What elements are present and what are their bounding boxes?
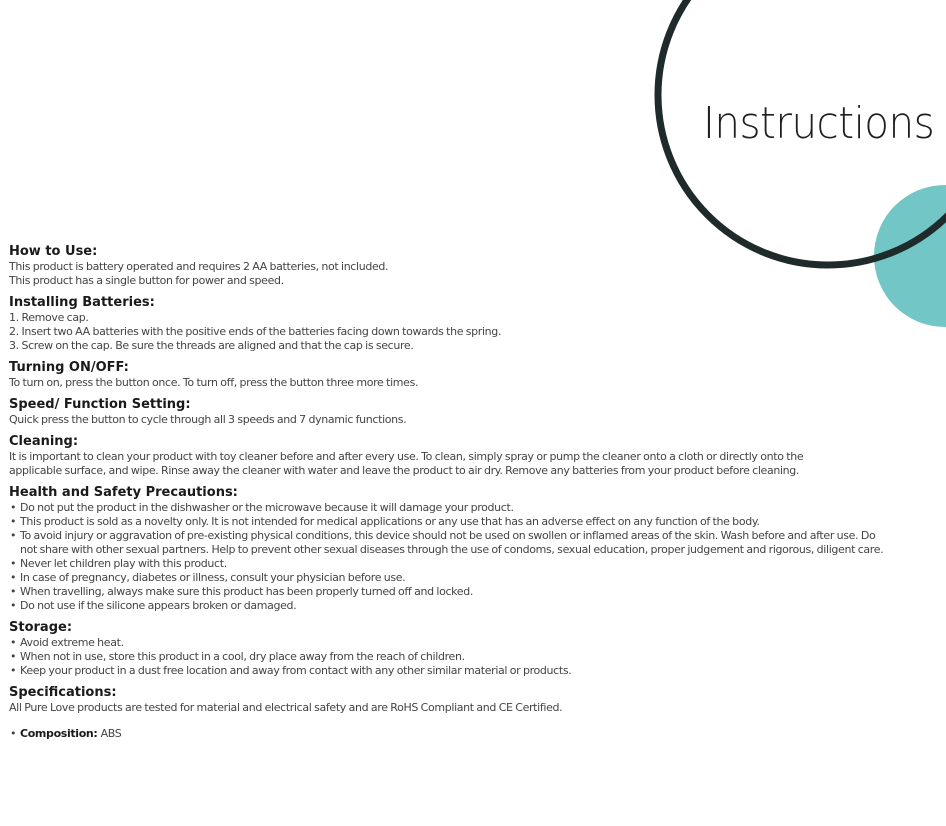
section-heading: Storage: [9,620,73,635]
page-title: Instructions [703,98,935,149]
section-text: To turn on, press the button once. To turn off, press the button three more times. [9,376,419,389]
list-item: • Keep your product in a dust free location and away from contact with any other similar material or products. [9,664,889,678]
section-heading: Health and Safety Precautions: [9,485,238,500]
step-text: 3. Screw on the cap. Be sure the threads are aligned and that the cap is secure. [9,339,414,352]
composition-value: ABS [100,727,122,740]
section-text: All Pure Love products are tested for material and electrical safety and are RoHS Compliant and CE Certified. [9,701,563,714]
section-heading: Turning ON/OFF: [9,360,129,375]
section-heading: Cleaning: [9,434,79,449]
list-item: • When travelling, always make sure this product has been properly turned off and locked. [9,585,889,599]
section-storage [9,619,889,678]
section-turning-on-off [9,359,889,390]
section-cleaning [9,433,889,478]
section-text: This product is battery operated and requires 2 AA batteries, not included. [9,260,389,273]
section-heading: Speed/ Function Setting: [9,397,191,412]
section-installing-batteries [9,294,889,353]
section-heading: Installing Batteries: [9,295,155,310]
instructions-content [9,243,889,747]
section-health-safety [9,484,889,613]
section-heading: Specifications: [9,685,117,700]
precautions-list [9,501,889,613]
list-item: • Never let children play with this product. [9,557,889,571]
list-item: • Do not put the product in the dishwasher or the microwave because it will damage your product. [9,501,889,515]
section-text: This product has a single button for power and speed. [9,274,284,287]
list-item: • To avoid injury or aggravation of pre-existing physical conditions, this device should not be used on swollen or inflamed areas of the skin. Wash before and after use. Do not share with other sexual partners. Help to prevent other sexual diseases through the use of condoms, sexual education, proper judgement and rigorous, diligent care. [9,529,889,557]
storage-list [9,636,889,678]
section-heading: How to Use: [9,244,98,259]
list-item: • Avoid extreme heat. [9,636,889,650]
composition-label: Composition: [20,727,98,740]
composition-line [9,727,889,741]
section-text: Quick press the button to cycle through all 3 speeds and 7 dynamic functions. [9,413,407,426]
section-specifications [9,684,889,741]
step-text: 2. Insert two AA batteries with the positive ends of the batteries facing down towards the spring. [9,325,502,338]
section-how-to-use [9,243,889,288]
section-text: applicable surface, and wipe. Rinse away the cleaner with water and leave the product to air dry. Remove any batteries from your product before cleaning. [9,464,800,477]
list-item: • This product is sold as a novelty only. It is not intended for medical applications or any use that has an adverse effect on any function of the body. [9,515,889,529]
list-item: • When not in use, store this product in a cool, dry place away from the reach of children. [9,650,889,664]
list-item: • In case of pregnancy, diabetes or illness, consult your physician before use. [9,571,889,585]
section-text: It is important to clean your product with toy cleaner before and after every use. To clean, simply spray or pump the cleaner onto a cloth or directly onto the [9,450,804,463]
section-speed-function [9,396,889,427]
list-item: • Do not use if the silicone appears broken or damaged. [9,599,889,613]
step-text: 1. Remove cap. [9,311,89,324]
